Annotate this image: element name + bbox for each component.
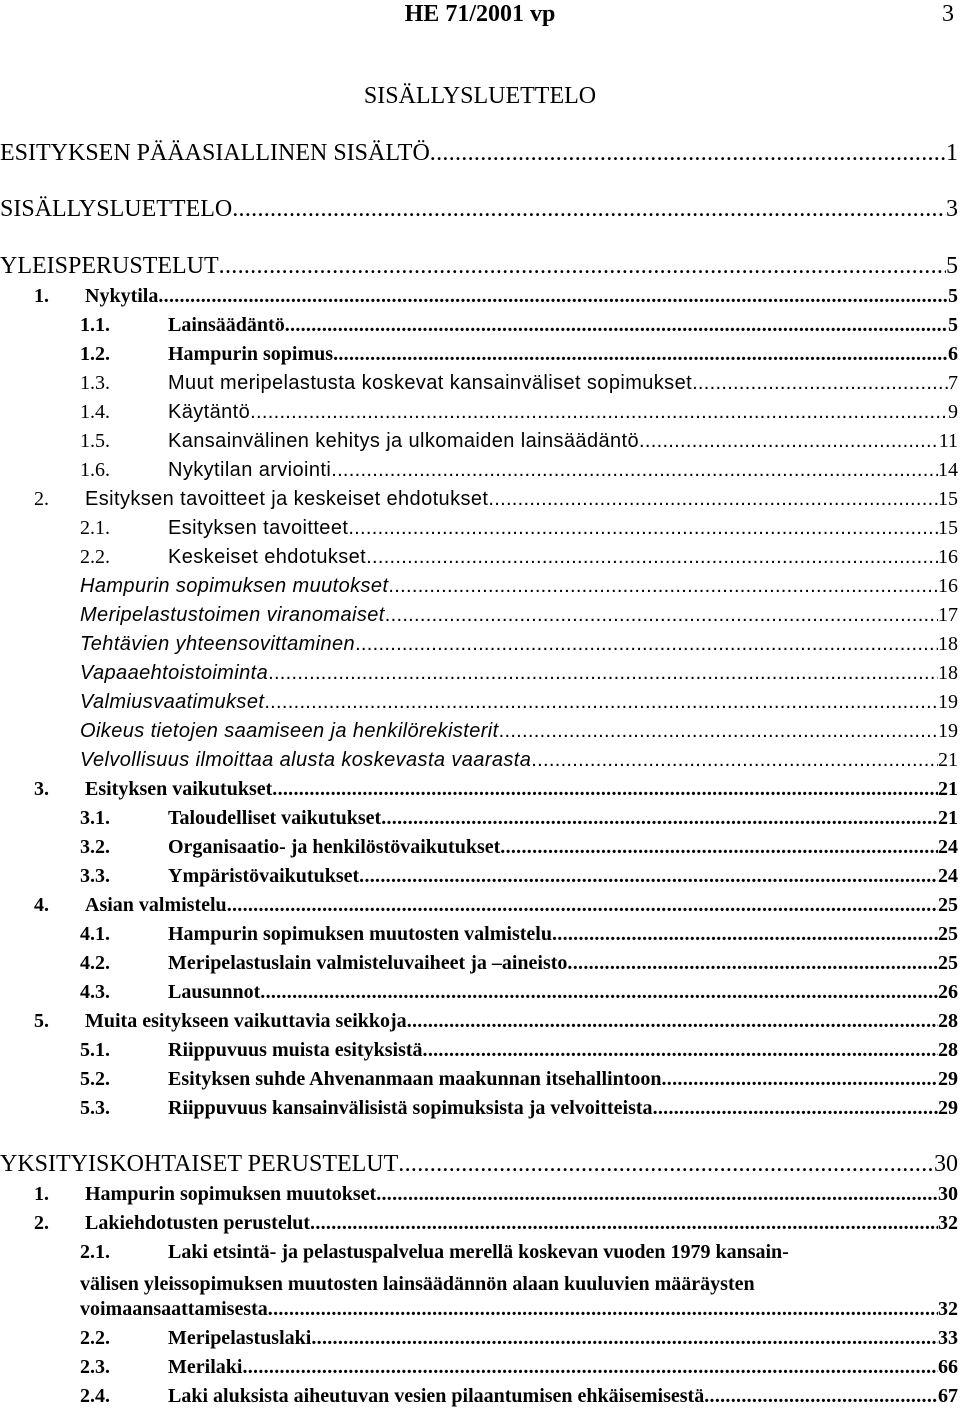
dot-leader bbox=[385, 604, 938, 627]
dot-leader bbox=[227, 894, 938, 917]
toc-entry bbox=[0, 1007, 958, 1033]
toc-entry-page: 19 bbox=[938, 691, 958, 713]
toc-entry-page: 28 bbox=[938, 1010, 958, 1032]
toc-entry-page: 32 bbox=[938, 1298, 958, 1320]
toc-entry-title: Oikeus tietojen saamiseen ja henkilörekisterit bbox=[80, 720, 499, 742]
toc-entry-title: Riippuvuus kansainvälisistä sopimuksista ja velvoitteista bbox=[168, 1097, 653, 1119]
toc-entry-title: Kansainvälinen kehitys ja ulkomaiden lainsäädäntö bbox=[168, 430, 640, 452]
toc-entry bbox=[0, 427, 958, 453]
toc-entry-number: 1. bbox=[34, 1183, 49, 1205]
toc-entry-number: 2.2. bbox=[80, 546, 110, 568]
toc-entry-title: Organisaatio- ja henkilöstövaikutukset bbox=[168, 836, 501, 858]
toc-entry-title: Esityksen suhde Ahvenanmaan maakunnan itsehallintoon bbox=[168, 1068, 662, 1090]
toc-entry-number: 5.1. bbox=[80, 1039, 110, 1061]
toc-entry bbox=[0, 833, 958, 859]
toc-entry bbox=[0, 804, 958, 830]
toc-entry-title: Hampurin sopimus bbox=[168, 343, 334, 365]
document-header-title: HE 71/2001 vp bbox=[404, 1, 556, 27]
dot-leader bbox=[158, 285, 948, 308]
toc-entry-page: 24 bbox=[938, 836, 958, 858]
toc-entry-page: 26 bbox=[938, 981, 958, 1003]
toc-entry-title: Hampurin sopimuksen muutosten valmistelu bbox=[168, 923, 552, 945]
toc-entry-page: 16 bbox=[938, 546, 958, 568]
dot-leader bbox=[268, 1298, 938, 1321]
toc-entry-number: 1.1. bbox=[80, 314, 110, 336]
toc-entry-number: 1.6. bbox=[80, 459, 110, 481]
dot-leader bbox=[310, 1212, 938, 1235]
dot-leader bbox=[531, 749, 938, 772]
toc-entry bbox=[0, 282, 958, 308]
dot-leader bbox=[376, 1183, 938, 1206]
toc-entry-title: Muita esitykseen vaikuttavia seikkoja bbox=[85, 1010, 407, 1032]
toc-entry bbox=[0, 514, 958, 540]
toc-entry-title-continued: voimaansaattamisesta bbox=[80, 1298, 268, 1320]
toc-entry-title: Asian valmistelu bbox=[85, 894, 227, 916]
toc-entry bbox=[0, 920, 958, 946]
dot-leader bbox=[407, 1010, 938, 1033]
toc-entry-number: 4.3. bbox=[80, 981, 110, 1003]
toc-entry bbox=[0, 775, 958, 801]
toc-entry-page: 25 bbox=[938, 894, 958, 916]
toc-entry-page: 5 bbox=[948, 285, 958, 307]
toc-entry-title: Käytäntö bbox=[168, 401, 251, 423]
dot-leader bbox=[272, 778, 938, 801]
toc-entry-title: ESITYKSEN PÄÄASIALLINEN SISÄLTÖ bbox=[0, 140, 430, 166]
toc-entry-number: 5.2. bbox=[80, 1068, 110, 1090]
toc-entry-title: SISÄLLYSLUETTELO bbox=[0, 196, 233, 222]
toc-entry-title: Lakiehdotusten perustelut bbox=[85, 1212, 311, 1234]
dot-leader bbox=[285, 314, 948, 337]
toc-entry-number: 2.1. bbox=[80, 1241, 110, 1263]
toc-entry-title: Hampurin sopimuksen muutokset bbox=[80, 575, 389, 597]
toc-entry-number: 3.1. bbox=[80, 807, 110, 829]
toc-entry bbox=[0, 891, 958, 917]
toc-entry-page: 25 bbox=[938, 952, 958, 974]
toc-entry-title: YKSITYISKOHTAISET PERUSTELUT bbox=[0, 1151, 399, 1177]
toc-entry bbox=[0, 543, 958, 569]
toc-entry-page: 6 bbox=[948, 343, 958, 365]
toc-entry-page: 21 bbox=[938, 749, 958, 771]
toc-entry bbox=[0, 659, 958, 685]
dot-leader bbox=[359, 865, 938, 888]
dot-leader bbox=[331, 459, 938, 482]
dot-leader bbox=[264, 691, 938, 714]
toc-entry bbox=[0, 1148, 958, 1178]
toc-entry bbox=[0, 193, 958, 223]
toc-entry-number: 1.5. bbox=[80, 430, 110, 452]
toc-entry-page: 11 bbox=[938, 430, 958, 452]
toc-entry-number: 2.2. bbox=[80, 1327, 110, 1349]
toc-entry bbox=[0, 1094, 958, 1120]
toc-entry-number: 5. bbox=[34, 1010, 49, 1032]
dot-leader bbox=[381, 807, 938, 830]
toc-entry-title: YLEISPERUSTELUT bbox=[0, 253, 219, 279]
toc-heading: SISÄLLYSLUETTELO bbox=[363, 83, 597, 109]
toc-entry-number: 4.1. bbox=[80, 923, 110, 945]
toc-entry bbox=[0, 949, 958, 975]
toc-entry-page: 19 bbox=[938, 720, 958, 742]
toc-entry-number: 1.4. bbox=[80, 401, 110, 423]
toc-entry-title: Merilaki bbox=[168, 1356, 243, 1378]
toc-entry bbox=[0, 1324, 958, 1350]
toc-entry bbox=[0, 1036, 958, 1062]
dot-leader bbox=[567, 952, 938, 975]
toc-entry bbox=[0, 456, 958, 482]
toc-entry-number: 1.2. bbox=[80, 343, 110, 365]
dot-leader bbox=[232, 196, 946, 223]
toc-entry-page: 66 bbox=[938, 1356, 958, 1378]
toc-entry-title: Muut meripelastusta koskevat kansainväliset sopimukset bbox=[168, 372, 693, 394]
toc-entry-page: 24 bbox=[938, 865, 958, 887]
toc-entry-number: 2.4. bbox=[80, 1385, 110, 1407]
dot-leader bbox=[662, 1068, 939, 1091]
toc-entry-title: Esityksen tavoitteet bbox=[168, 517, 349, 539]
toc-entry-number: 3. bbox=[34, 778, 49, 800]
toc-entry-number: 1. bbox=[34, 285, 49, 307]
toc-entry-title: Tehtävien yhteensovittaminen bbox=[80, 633, 356, 655]
toc-entry-page: 25 bbox=[938, 923, 958, 945]
toc-entry bbox=[0, 250, 958, 280]
toc-entry-number: 5.3. bbox=[80, 1097, 110, 1119]
toc-entry-page: 7 bbox=[948, 372, 958, 394]
toc-entry bbox=[0, 1180, 958, 1206]
dot-leader bbox=[430, 140, 946, 167]
toc-entry-title: Hampurin sopimuksen muutokset bbox=[85, 1183, 377, 1205]
toc-entry bbox=[0, 862, 958, 888]
toc-entry-title: Velvollisuus ilmoittaa alusta koskevasta vaarasta bbox=[80, 749, 532, 771]
toc-entry bbox=[0, 572, 958, 598]
dot-leader bbox=[311, 1327, 938, 1350]
dot-leader bbox=[268, 662, 938, 685]
dot-leader bbox=[219, 253, 946, 280]
toc-entry bbox=[0, 1382, 958, 1408]
toc-entry-page: 33 bbox=[938, 1327, 958, 1349]
toc-entry-title: Meripelastustoimen viranomaiset bbox=[80, 604, 385, 626]
toc-entry-page: 9 bbox=[948, 401, 958, 423]
toc-entry-page: 28 bbox=[938, 1039, 958, 1061]
toc-entry bbox=[0, 398, 958, 424]
page-number: 3 bbox=[942, 1, 954, 27]
toc-entry-number: 1.3. bbox=[80, 372, 110, 394]
toc-entry-page: 21 bbox=[938, 807, 958, 829]
toc-entry-page: 29 bbox=[938, 1097, 958, 1119]
toc-entry bbox=[0, 1238, 958, 1264]
dot-leader bbox=[500, 836, 938, 859]
toc-entry-page: 1 bbox=[946, 140, 958, 166]
dot-leader bbox=[366, 546, 938, 569]
toc-entry-number: 2. bbox=[34, 488, 49, 510]
toc-entry-page: 17 bbox=[938, 604, 958, 626]
toc-entry-title: Vapaaehtoistoiminta bbox=[80, 662, 269, 684]
toc-entry bbox=[0, 717, 958, 743]
dot-leader bbox=[639, 430, 939, 453]
dot-leader bbox=[388, 575, 938, 598]
toc-entry-number: 3.3. bbox=[80, 865, 110, 887]
toc-entry-title: Riippuvuus muista esityksistä bbox=[168, 1039, 423, 1061]
toc-entry bbox=[0, 630, 958, 656]
toc-entry-page: 32 bbox=[938, 1212, 958, 1234]
dot-leader bbox=[348, 517, 938, 540]
toc-entry bbox=[0, 1353, 958, 1379]
toc-entry bbox=[0, 1065, 958, 1091]
toc-entry-title: Taloudelliset vaikutukset bbox=[168, 807, 382, 829]
toc-entry bbox=[0, 746, 958, 772]
toc-entry-number: 2. bbox=[34, 1212, 49, 1234]
dot-leader bbox=[355, 633, 938, 656]
toc-entry-title: Laki etsintä- ja pelastuspalvelua merellä koskevan vuoden 1979 kansain- bbox=[168, 1241, 789, 1263]
toc-entry-title: Lainsäädäntö bbox=[168, 314, 285, 336]
toc-entry-title: Meripelastuslaki bbox=[168, 1327, 312, 1349]
dot-leader bbox=[250, 401, 948, 424]
toc-entry-page: 15 bbox=[938, 517, 958, 539]
dot-leader bbox=[423, 1039, 938, 1062]
toc-entry-number: 3.2. bbox=[80, 836, 110, 858]
toc-entry-page: 30 bbox=[934, 1151, 958, 1177]
toc-entry-title: Ympäristövaikutukset bbox=[168, 865, 360, 887]
toc-entry-page: 16 bbox=[938, 575, 958, 597]
dot-leader bbox=[653, 1097, 938, 1120]
toc-entry bbox=[0, 601, 958, 627]
toc-entry bbox=[0, 340, 958, 366]
toc-entry-title-continued: välisen yleissopimuksen muutosten lainsäädännön alaan kuuluvien määräysten bbox=[80, 1273, 755, 1295]
toc-entry-page: 14 bbox=[938, 459, 958, 481]
dot-leader bbox=[333, 343, 948, 366]
toc-entry-page: 3 bbox=[946, 196, 958, 222]
toc-entry-page: 18 bbox=[938, 633, 958, 655]
toc-entry-number: 4.2. bbox=[80, 952, 110, 974]
toc-entry bbox=[0, 485, 958, 511]
toc-entry bbox=[0, 369, 958, 395]
toc-entry bbox=[0, 1295, 958, 1321]
toc-entry-page: 18 bbox=[938, 662, 958, 684]
toc-entry-title: Esityksen tavoitteet ja keskeiset ehdotukset bbox=[85, 488, 489, 510]
dot-leader bbox=[692, 372, 948, 395]
toc-entry-page: 30 bbox=[938, 1183, 958, 1205]
toc-entry bbox=[0, 688, 958, 714]
dot-leader bbox=[398, 1151, 934, 1178]
toc-entry-title: Meripelastuslain valmisteluvaiheet ja –aineisto bbox=[168, 952, 568, 974]
toc-entry-title: Valmiusvaatimukset bbox=[80, 691, 265, 713]
toc-entry-page: 15 bbox=[938, 488, 958, 510]
toc-entry-number: 2.3. bbox=[80, 1356, 110, 1378]
toc-entry bbox=[0, 311, 958, 337]
toc-entry-page: 5 bbox=[948, 314, 958, 336]
toc-entry-title: Nykytila bbox=[85, 285, 159, 307]
toc-entry-number: 4. bbox=[34, 894, 49, 916]
toc-entry-title: Esityksen vaikutukset bbox=[85, 778, 273, 800]
dot-leader bbox=[260, 981, 938, 1004]
dot-leader bbox=[552, 923, 938, 946]
dot-leader bbox=[704, 1385, 938, 1408]
toc-entry-title: Keskeiset ehdotukset bbox=[168, 546, 367, 568]
toc-entry bbox=[0, 978, 958, 1004]
dot-leader bbox=[499, 720, 938, 743]
toc-entry bbox=[0, 1209, 958, 1235]
toc-entry bbox=[0, 137, 958, 167]
toc-entry-title: Nykytilan arviointi bbox=[168, 459, 332, 481]
dot-leader bbox=[242, 1356, 938, 1379]
toc-entry-number: 2.1. bbox=[80, 517, 110, 539]
dot-leader bbox=[488, 488, 938, 511]
toc-entry-title: Lausunnot bbox=[168, 981, 261, 1003]
toc-entry-page: 21 bbox=[938, 778, 958, 800]
toc-entry-page: 5 bbox=[946, 253, 958, 279]
toc-entry-title: Laki aluksista aiheutuvan vesien pilaantumisen ehkäisemisestä bbox=[168, 1385, 705, 1407]
toc-entry-page: 67 bbox=[938, 1385, 958, 1407]
toc-entry-page: 29 bbox=[938, 1068, 958, 1090]
